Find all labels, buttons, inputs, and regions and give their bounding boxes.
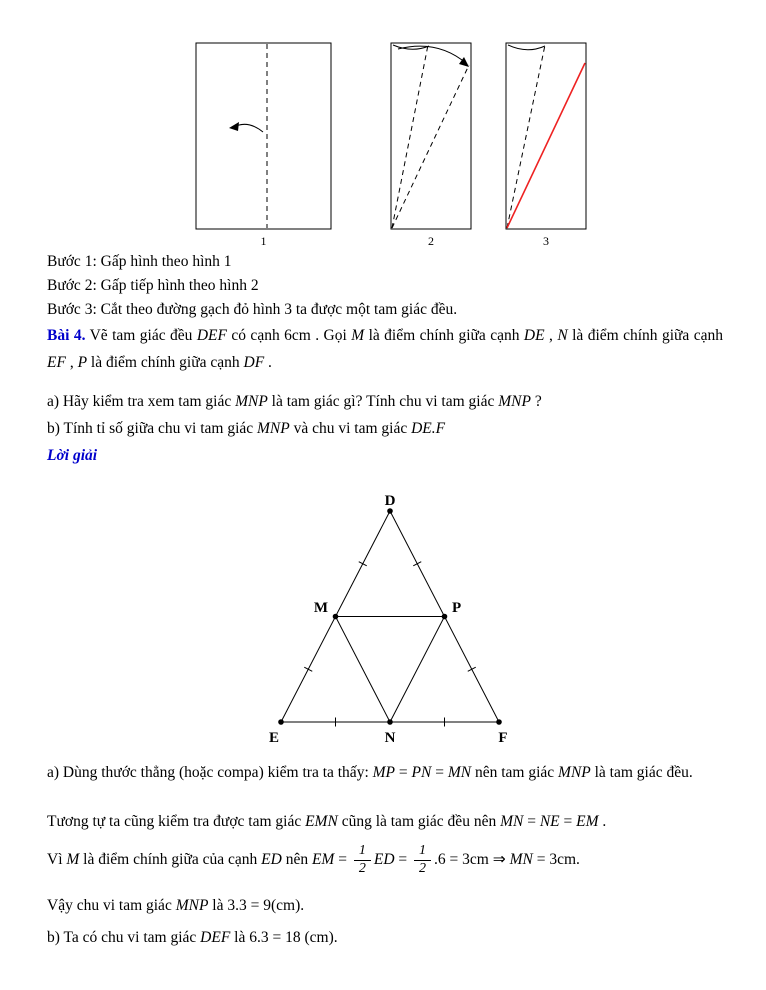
text-segment: MNP [235, 393, 268, 410]
vertex-label-F: F [498, 730, 508, 746]
text-segment: ? [530, 393, 542, 410]
text-segment: EM [311, 851, 335, 868]
text-segment: là điểm chính giữa cạnh [567, 327, 723, 344]
text-segment: a) Dùng thước thẳng (hoặc compa) kiểm tra ta thấy: [47, 764, 373, 781]
text-segment: EF [47, 354, 66, 371]
text-segment: MN [509, 851, 533, 868]
figure-3-diagram [505, 42, 587, 230]
text-segment: a) Hãy kiểm tra xem tam giác [47, 393, 236, 410]
tick-mark-DP [413, 562, 421, 566]
text-segment: b) Tính tỉ số giữa chu vi tam giác [47, 420, 258, 437]
text-segment: MP [372, 764, 396, 781]
figure-2-diagram [390, 42, 472, 230]
vertex-dot-P [442, 614, 448, 620]
tick-mark-PF [468, 667, 476, 671]
text-segment: DEF [196, 327, 227, 344]
text-segment: nên [281, 851, 312, 868]
text-segment: (cm) [270, 897, 301, 914]
text-segment: . [333, 929, 338, 946]
text-segment: là điểm chính giữa của cạnh [79, 851, 262, 868]
text-segment: = [334, 851, 351, 868]
solution-heading: Lời giải [47, 447, 98, 464]
text-segment: ED [261, 851, 282, 868]
text-segment: EM [576, 813, 599, 830]
text-segment: DE.F [411, 420, 446, 437]
text-segment: DE [523, 327, 545, 344]
text-segment: MN [500, 813, 524, 830]
text-segment: cũng là tam giác đều nên [337, 813, 501, 830]
paper-outline [391, 43, 471, 229]
paper-outline [196, 43, 331, 229]
text-segment: = [431, 764, 448, 781]
midsegment-MN [336, 617, 391, 723]
text-segment: , [65, 354, 78, 371]
vertex-dot-E [278, 719, 284, 725]
question-b [47, 419, 445, 439]
text-segment: MNP [257, 420, 290, 437]
text-segment: = [523, 813, 540, 830]
vertex-label-E: E [268, 730, 280, 746]
text-segment: là 3.3 = 9 [208, 897, 271, 914]
text-segment: MNP [558, 764, 591, 781]
paper-outline [506, 43, 586, 229]
vertex-dot-D [387, 508, 393, 514]
tick-mark-ME [304, 667, 312, 671]
text-segment: MN [447, 764, 472, 781]
vertex-dot-F [496, 719, 502, 725]
text-segment: nên tam giác [471, 764, 559, 781]
text-segment: . [264, 354, 272, 371]
solution-emn-text [47, 812, 606, 832]
figure-3-label: 3 [543, 234, 549, 248]
text-segment: = [559, 813, 577, 830]
vertex-label-N: N [384, 730, 396, 746]
solution-perimeter-def [47, 928, 338, 948]
vertex-label-P: P [452, 600, 462, 616]
vertex-dot-M [333, 614, 339, 620]
vertex-label-M: M [313, 600, 328, 616]
fraction: $\frac{1}{2}$ [414, 844, 431, 876]
tick-mark-DM [359, 562, 367, 566]
figure-2-label: 2 [428, 234, 434, 248]
figure-1-diagram [195, 42, 332, 230]
midsegment-PN [390, 617, 445, 723]
text-segment: Bài 4. [47, 327, 86, 344]
text-segment: . [598, 813, 607, 830]
text-segment: DEF [200, 929, 231, 946]
text-segment: là 6.3 = 18 [230, 929, 305, 946]
text-segment: .6 = 3cm [434, 851, 493, 868]
problem-statement [47, 322, 723, 376]
text-segment: Vậy chu vi tam giác [47, 897, 176, 914]
step-2-text: Bước 2: Gấp tiếp hình theo hình 2 [47, 277, 259, 294]
text-segment: (cm) [304, 929, 334, 946]
red-cut-line [507, 63, 585, 228]
text-segment: M [351, 327, 365, 344]
text-segment: = [395, 764, 412, 781]
text-segment: MNP [175, 897, 209, 914]
step-1-text: Bước 1: Gấp hình theo hình 1 [47, 253, 232, 270]
text-segment: và chu vi tam giác [289, 420, 412, 437]
text-segment: ED [373, 851, 395, 868]
text-segment: P [77, 354, 88, 371]
vertex-label-D: D [384, 493, 396, 509]
text-segment: có cạnh 6cm . Gọi [226, 327, 352, 344]
text-segment: MNP [498, 393, 531, 410]
text-segment: Tương tự ta cũng kiểm tra được tam giác [47, 813, 306, 830]
text-segment: , [544, 327, 558, 344]
figure-1-label: 1 [260, 234, 267, 248]
text-segment: EMN [305, 813, 338, 830]
text-segment: NE [539, 813, 560, 830]
solution-em-equation [47, 840, 580, 880]
text-segment: là điểm chính giữa cạnh [87, 354, 244, 371]
text-segment: là tam giác gì? Tính chu vi tam giác [267, 393, 499, 410]
vertex-dot-N [387, 719, 393, 725]
text-segment: b) Ta có chu vi tam giác [47, 929, 201, 946]
step-3-text: Bước 3: Cắt theo đường gạch đỏ hình 3 ta được một tam giác đều. [47, 301, 458, 318]
text-segment: Vẽ tam giác đều [85, 327, 197, 344]
solution-perimeter-mnp [47, 896, 304, 916]
fraction: $\frac{1}{2}$ [354, 844, 371, 876]
fold-crease-line [392, 45, 428, 228]
text-segment: Vì [47, 851, 67, 868]
fold-crease-line [507, 45, 545, 228]
text-segment: = [394, 851, 412, 868]
text-segment: ⇒ [492, 851, 510, 868]
text-segment: DF [243, 354, 265, 371]
text-segment: = 3cm. [532, 851, 580, 868]
text-segment: là điểm chính giữa cạnh [364, 327, 524, 344]
text-segment: là tam giác đều. [590, 764, 693, 781]
fold-arrow-head [229, 122, 239, 131]
question-a [47, 392, 542, 412]
triangle-diagram [260, 492, 520, 754]
text-segment: . [300, 897, 305, 914]
folded-corner-curve [508, 45, 545, 50]
solution-a-text [47, 760, 723, 786]
text-segment: PN [411, 764, 432, 781]
text-segment: N [557, 327, 568, 344]
text-segment: M [66, 851, 80, 868]
fold-crease-line [392, 65, 469, 228]
